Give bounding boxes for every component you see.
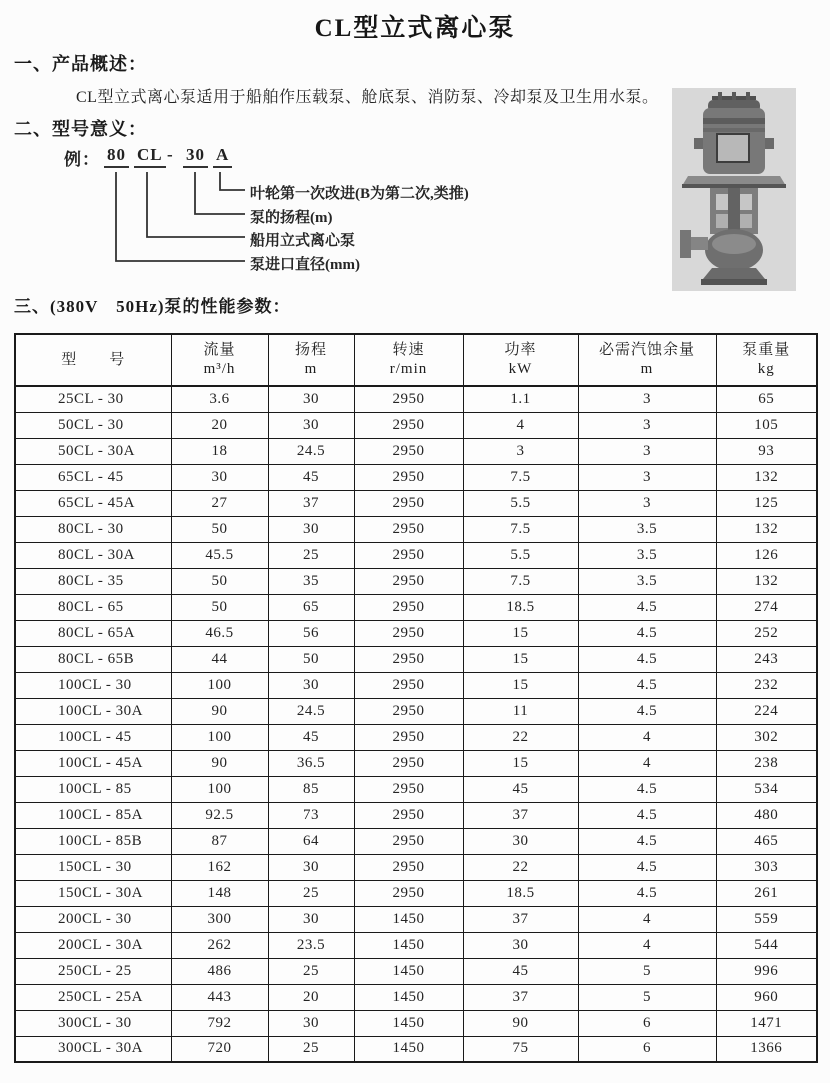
- cell-power: 15: [463, 750, 578, 776]
- table-row: [15, 464, 817, 490]
- cell-power: 22: [463, 724, 578, 750]
- cell-power: 37: [463, 906, 578, 932]
- cell-npsh: 4.5: [578, 594, 716, 620]
- cell-weight: 261: [716, 880, 817, 906]
- cell-npsh: 4.5: [578, 646, 716, 672]
- cell-model: 50CL - 30A: [15, 438, 171, 464]
- cell-npsh: 4.5: [578, 802, 716, 828]
- cell-npsh: 3: [578, 464, 716, 490]
- cell-flow: 148: [171, 880, 268, 906]
- cell-npsh: 3: [578, 438, 716, 464]
- cell-weight: 559: [716, 906, 817, 932]
- cell-model: 80CL - 30: [15, 516, 171, 542]
- cell-flow: 792: [171, 1010, 268, 1036]
- cell-speed: 2950: [354, 386, 463, 412]
- cell-speed: 2950: [354, 594, 463, 620]
- table-row: [15, 724, 817, 750]
- cell-model: 100CL - 85B: [15, 828, 171, 854]
- cell-head: 25: [268, 880, 354, 906]
- table-row: [15, 802, 817, 828]
- cell-flow: 30: [171, 464, 268, 490]
- cell-speed: 2950: [354, 490, 463, 516]
- cell-npsh: 6: [578, 1010, 716, 1036]
- cell-flow: 300: [171, 906, 268, 932]
- cell-npsh: 4.5: [578, 620, 716, 646]
- cell-speed: 2950: [354, 802, 463, 828]
- cell-power: 15: [463, 620, 578, 646]
- cell-flow: 92.5: [171, 802, 268, 828]
- cell-speed: 2950: [354, 854, 463, 880]
- cell-speed: 2950: [354, 542, 463, 568]
- cell-speed: 2950: [354, 464, 463, 490]
- table-row: [15, 958, 817, 984]
- cell-head: 30: [268, 412, 354, 438]
- column-header-speed: 转速 r/min: [354, 334, 463, 386]
- cell-head: 25: [268, 958, 354, 984]
- cell-model: 150CL - 30: [15, 854, 171, 880]
- pump-photo-graphic: [672, 88, 796, 291]
- cell-model: 100CL - 85: [15, 776, 171, 802]
- performance-table-wrap: [14, 333, 818, 1063]
- cell-speed: 2950: [354, 698, 463, 724]
- table-row: [15, 698, 817, 724]
- cell-flow: 87: [171, 828, 268, 854]
- page-title: CL型立式离心泵: [314, 15, 516, 42]
- cell-npsh: 3.5: [578, 516, 716, 542]
- table-row: [15, 490, 817, 516]
- cell-npsh: 6: [578, 1036, 716, 1062]
- cell-weight: 132: [716, 568, 817, 594]
- cell-model: 50CL - 30: [15, 412, 171, 438]
- cell-model: 80CL - 65: [15, 594, 171, 620]
- cell-speed: 1450: [354, 1036, 463, 1062]
- model-part-inlet: 80: [104, 145, 129, 168]
- cell-flow: 18: [171, 438, 268, 464]
- cell-model: 300CL - 30A: [15, 1036, 171, 1062]
- cell-model: 80CL - 35: [15, 568, 171, 594]
- cell-power: 18.5: [463, 594, 578, 620]
- cell-model: 100CL - 45: [15, 724, 171, 750]
- cell-model: 100CL - 85A: [15, 802, 171, 828]
- cell-npsh: 4.5: [578, 776, 716, 802]
- cell-model: 150CL - 30A: [15, 880, 171, 906]
- cell-model: 100CL - 30A: [15, 698, 171, 724]
- cell-weight: 125: [716, 490, 817, 516]
- table-row: [15, 646, 817, 672]
- cell-power: 7.5: [463, 516, 578, 542]
- cell-head: 30: [268, 906, 354, 932]
- cell-power: 45: [463, 776, 578, 802]
- cell-power: 3: [463, 438, 578, 464]
- cell-model: 200CL - 30A: [15, 932, 171, 958]
- model-example-prefix: 例：: [64, 150, 100, 169]
- cell-flow: 20: [171, 412, 268, 438]
- cell-power: 7.5: [463, 568, 578, 594]
- table-row: [15, 776, 817, 802]
- cell-npsh: 4: [578, 906, 716, 932]
- cell-flow: 27: [171, 490, 268, 516]
- cell-weight: 534: [716, 776, 817, 802]
- cell-flow: 50: [171, 516, 268, 542]
- callout-pump-type: 船用立式离心泵: [250, 233, 356, 249]
- cell-flow: 100: [171, 776, 268, 802]
- model-part-dash: -: [167, 145, 174, 164]
- cell-power: 4: [463, 412, 578, 438]
- cell-npsh: 4.5: [578, 854, 716, 880]
- cell-weight: 105: [716, 412, 817, 438]
- cell-weight: 303: [716, 854, 817, 880]
- column-header-weight: 泵重量 kg: [716, 334, 817, 386]
- cell-npsh: 4: [578, 750, 716, 776]
- column-header-npsh: 必需汽蚀余量 m: [578, 334, 716, 386]
- section-overview-heading: 一、产品概述：: [14, 54, 147, 74]
- cell-power: 5.5: [463, 542, 578, 568]
- cell-head: 24.5: [268, 698, 354, 724]
- table-row: [15, 412, 817, 438]
- cell-model: 100CL - 45A: [15, 750, 171, 776]
- cell-weight: 93: [716, 438, 817, 464]
- table-row: [15, 854, 817, 880]
- cell-speed: 2950: [354, 724, 463, 750]
- cell-flow: 100: [171, 672, 268, 698]
- cell-npsh: 5: [578, 958, 716, 984]
- overview-text: CL型立式离心泵适用于船舶作压载泵、舱底泵、消防泵、冷却泵及卫生用水泵。: [76, 89, 659, 106]
- table-row: [15, 594, 817, 620]
- cell-speed: 2950: [354, 750, 463, 776]
- cell-power: 11: [463, 698, 578, 724]
- cell-power: 5.5: [463, 490, 578, 516]
- cell-head: 37: [268, 490, 354, 516]
- cell-flow: 100: [171, 724, 268, 750]
- cell-npsh: 4: [578, 724, 716, 750]
- table-row: [15, 1036, 817, 1062]
- cell-weight: 274: [716, 594, 817, 620]
- cell-speed: 1450: [354, 932, 463, 958]
- cell-npsh: 5: [578, 984, 716, 1010]
- table-row: [15, 1010, 817, 1036]
- cell-weight: 960: [716, 984, 817, 1010]
- cell-power: 90: [463, 1010, 578, 1036]
- table-row: [15, 568, 817, 594]
- cell-head: 73: [268, 802, 354, 828]
- cell-weight: 132: [716, 464, 817, 490]
- cell-model: 80CL - 30A: [15, 542, 171, 568]
- cell-npsh: 4: [578, 932, 716, 958]
- cell-flow: 162: [171, 854, 268, 880]
- cell-power: 30: [463, 828, 578, 854]
- cell-flow: 90: [171, 698, 268, 724]
- column-header-model: 型 号: [15, 334, 171, 386]
- cell-model: 300CL - 30: [15, 1010, 171, 1036]
- cell-flow: 50: [171, 594, 268, 620]
- cell-head: 20: [268, 984, 354, 1010]
- cell-model: 200CL - 30: [15, 906, 171, 932]
- cell-speed: 2950: [354, 620, 463, 646]
- cell-power: 45: [463, 958, 578, 984]
- cell-npsh: 4.5: [578, 880, 716, 906]
- cell-npsh: 3: [578, 490, 716, 516]
- cell-head: 35: [268, 568, 354, 594]
- table-row: [15, 750, 817, 776]
- cell-weight: 65: [716, 386, 817, 412]
- cell-flow: 486: [171, 958, 268, 984]
- table-row: [15, 880, 817, 906]
- cell-flow: 443: [171, 984, 268, 1010]
- callout-impeller-improvement: 叶轮第一次改进(B为第二次,类推): [250, 186, 469, 202]
- table-row: [15, 672, 817, 698]
- cell-npsh: 3.5: [578, 568, 716, 594]
- cell-flow: 46.5: [171, 620, 268, 646]
- cell-head: 30: [268, 672, 354, 698]
- cell-head: 25: [268, 1036, 354, 1062]
- cell-power: 1.1: [463, 386, 578, 412]
- cell-speed: 2950: [354, 672, 463, 698]
- cell-head: 50: [268, 646, 354, 672]
- cell-weight: 126: [716, 542, 817, 568]
- table-row: [15, 542, 817, 568]
- cell-head: 45: [268, 724, 354, 750]
- cell-power: 18.5: [463, 880, 578, 906]
- cell-weight: 238: [716, 750, 817, 776]
- cell-head: 56: [268, 620, 354, 646]
- cell-flow: 3.6: [171, 386, 268, 412]
- cell-model: 80CL - 65A: [15, 620, 171, 646]
- cell-weight: 1471: [716, 1010, 817, 1036]
- cell-weight: 1366: [716, 1036, 817, 1062]
- model-part-series: CL: [134, 145, 166, 168]
- cell-weight: 243: [716, 646, 817, 672]
- column-header-power: 功率 kW: [463, 334, 578, 386]
- cell-head: 64: [268, 828, 354, 854]
- cell-npsh: 4.5: [578, 672, 716, 698]
- cell-head: 30: [268, 1010, 354, 1036]
- cell-npsh: 3: [578, 412, 716, 438]
- cell-head: 23.5: [268, 932, 354, 958]
- cell-flow: 50: [171, 568, 268, 594]
- cell-speed: 2950: [354, 776, 463, 802]
- cell-speed: 1450: [354, 906, 463, 932]
- column-header-head: 扬程 m: [268, 334, 354, 386]
- callout-pump-head: 泵的扬程(m): [250, 210, 333, 226]
- section-model-heading: 二、型号意义：: [14, 119, 147, 139]
- cell-model: 65CL - 45A: [15, 490, 171, 516]
- cell-npsh: 4.5: [578, 698, 716, 724]
- section-parameters-heading: 三、(380V 50Hz)泵的性能参数：: [14, 297, 291, 316]
- table-row: [15, 828, 817, 854]
- table-head-row: [15, 334, 817, 386]
- table-row: [15, 438, 817, 464]
- model-meaning-diagram: [64, 145, 524, 280]
- cell-head: 65: [268, 594, 354, 620]
- cell-speed: 2950: [354, 880, 463, 906]
- cell-model: 100CL - 30: [15, 672, 171, 698]
- cell-weight: 252: [716, 620, 817, 646]
- cell-model: 80CL - 65B: [15, 646, 171, 672]
- cell-weight: 232: [716, 672, 817, 698]
- table-row: [15, 932, 817, 958]
- cell-weight: 302: [716, 724, 817, 750]
- cell-model: 65CL - 45: [15, 464, 171, 490]
- cell-flow: 262: [171, 932, 268, 958]
- cell-power: 15: [463, 672, 578, 698]
- cell-head: 25: [268, 542, 354, 568]
- model-part-variant: A: [213, 145, 232, 168]
- cell-head: 30: [268, 386, 354, 412]
- cell-npsh: 4.5: [578, 828, 716, 854]
- cell-head: 45: [268, 464, 354, 490]
- cell-flow: 90: [171, 750, 268, 776]
- cell-speed: 2950: [354, 516, 463, 542]
- table-row: [15, 516, 817, 542]
- cell-power: 37: [463, 984, 578, 1010]
- cell-weight: 465: [716, 828, 817, 854]
- cell-speed: 1450: [354, 1010, 463, 1036]
- cell-model: 250CL - 25A: [15, 984, 171, 1010]
- cell-weight: 996: [716, 958, 817, 984]
- cell-power: 15: [463, 646, 578, 672]
- table-row: [15, 386, 817, 412]
- cell-power: 37: [463, 802, 578, 828]
- cell-head: 85: [268, 776, 354, 802]
- cell-speed: 2950: [354, 646, 463, 672]
- cell-model: 25CL - 30: [15, 386, 171, 412]
- cell-flow: 44: [171, 646, 268, 672]
- cell-speed: 1450: [354, 958, 463, 984]
- cell-flow: 720: [171, 1036, 268, 1062]
- cell-speed: 1450: [354, 984, 463, 1010]
- table-body: [15, 386, 817, 1062]
- cell-head: 24.5: [268, 438, 354, 464]
- callout-inlet-diameter: 泵进口直径(mm): [250, 257, 360, 273]
- cell-power: 30: [463, 932, 578, 958]
- column-header-flow: 流量 m³/h: [171, 334, 268, 386]
- cell-power: 7.5: [463, 464, 578, 490]
- cell-weight: 224: [716, 698, 817, 724]
- cell-npsh: 3: [578, 386, 716, 412]
- cell-weight: 480: [716, 802, 817, 828]
- model-part-head: 30: [183, 145, 208, 168]
- cell-head: 30: [268, 854, 354, 880]
- cell-power: 75: [463, 1036, 578, 1062]
- cell-npsh: 3.5: [578, 542, 716, 568]
- cell-head: 36.5: [268, 750, 354, 776]
- pump-photo: [672, 88, 796, 291]
- cell-speed: 2950: [354, 438, 463, 464]
- cell-model: 250CL - 25: [15, 958, 171, 984]
- performance-table: [14, 333, 818, 1063]
- cell-speed: 2950: [354, 828, 463, 854]
- cell-flow: 45.5: [171, 542, 268, 568]
- cell-speed: 2950: [354, 568, 463, 594]
- cell-speed: 2950: [354, 412, 463, 438]
- cell-head: 30: [268, 516, 354, 542]
- table-row: [15, 906, 817, 932]
- table-row: [15, 984, 817, 1010]
- cell-weight: 132: [716, 516, 817, 542]
- table-row: [15, 620, 817, 646]
- cell-power: 22: [463, 854, 578, 880]
- cell-weight: 544: [716, 932, 817, 958]
